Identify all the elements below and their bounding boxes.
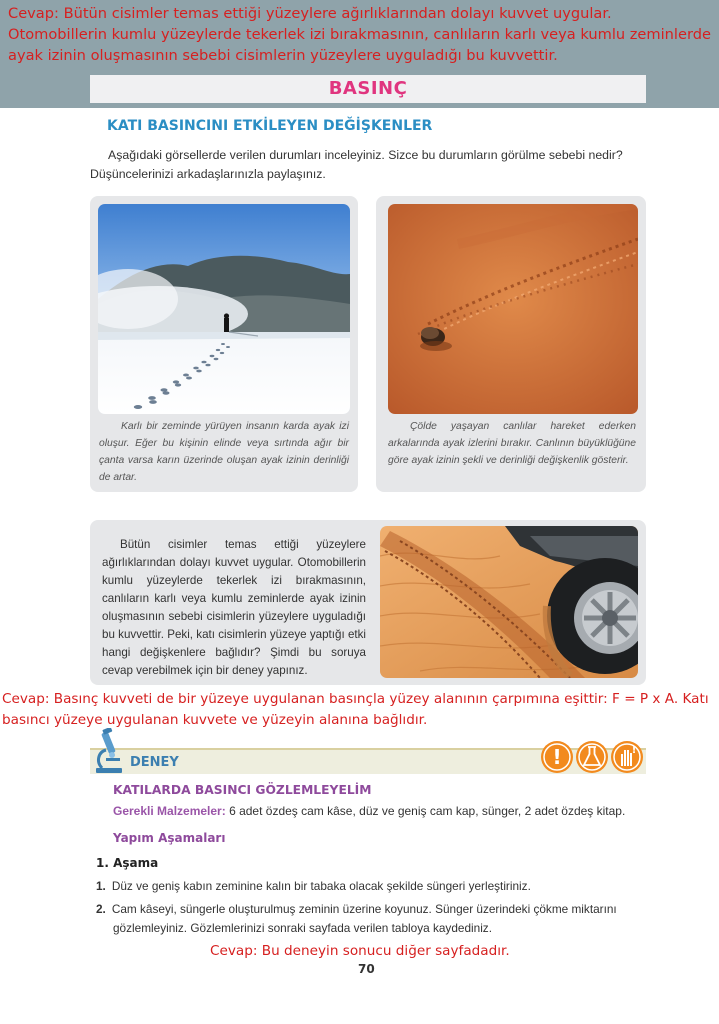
step-item (96, 877, 646, 896)
caution-mark: ! (631, 745, 637, 756)
answer-note-top: Cevap: Bütün cisimler temas ettiği yüzeylere ağırlıklarından dolayı kuvvet uygular. Otomobillerin kumlu yüzeylerde tekerlek izi bırakmasının, canlıların karlı veya kumlu zeminlerde ayak izinin oluşmasının sebebi cisimlerin yüzeylere uyguladığı bu kuvvettir. (8, 5, 711, 64)
steps-heading: Yapım Aşamaları (113, 831, 226, 845)
step-number: 2. (96, 902, 106, 916)
experiment-badges (540, 738, 646, 781)
experiment-heading: KATILARDA BASINCI GÖZLEMLEYELİM (113, 783, 372, 797)
flask-badge (576, 741, 608, 773)
section-heading: KATI BASINCINI ETKİLEYEN DEĞİŞKENLER (107, 118, 433, 134)
snow-card (90, 196, 358, 492)
materials-label: Gerekli Malzemeler: (113, 804, 226, 818)
phase-heading: 1. Aşama (96, 856, 159, 870)
desert-tracks-photo (388, 204, 638, 414)
answer-note-middle: Cevap: Basınç kuvveti de bir yüzeye uygulanan basınçla yüzey alanının çarpımına eşittir: F = P x A. Katı basıncı yüzeye uygulanan kuvvete ve yüzeyin alanına bağlıdır. (2, 691, 709, 728)
step-text: Düz ve geniş kabın zeminine kalın bir tabaka olacak şekilde süngeri yerleştiriniz. (111, 879, 531, 893)
page-number: 70 (358, 962, 375, 976)
title-bar (90, 75, 646, 103)
desert-caption: Çölde yaşayan canlılar hareket ederken arkalarında ayak izlerini bırakır. Canlının büyüklüğüne göre ayak izinin şekli ve derinliği değişkenlik gösterir. (388, 421, 636, 466)
snow-caption: Karlı bir zeminde yürüyen insanın karda ayak izi oluşur. Eğer bu kişinin elinde veya sırtında ağır bir çanta varsa karın üzerinde oluşan ayak izinin derinliği de artar. (99, 421, 349, 483)
tire-tracks-photo (380, 526, 638, 678)
warning-mark: ! (552, 745, 562, 769)
experiment-label: DENEY (130, 755, 179, 770)
materials-text: 6 adet özdeş cam kâse, düz ve geniş cam kap, sünger, 2 adet özdeş kitap. (225, 804, 626, 818)
step-item (96, 900, 646, 938)
desert-card (376, 196, 646, 492)
microscope-icon (92, 728, 126, 779)
materials-line (113, 804, 653, 818)
step-text: Cam kâseyi, süngerle oluşturulmuş zeminin üzerine koyunuz. Sünger üzerindeki çökme miktarını gözlemleyiniz. Gözlemlerinizi sonraki sayfada verilen tabloya kaydediniz. (111, 902, 617, 935)
snow-footprints-photo (98, 204, 350, 414)
tire-card-text: Bütün cisimler temas ettiği yüzeylere ağırlıklarından dolayı kuvvet uygular. Otomobillerin kumlu yüzeylerde tekerlek izi bırakmasının, canlıların karlı veya kumlu zeminlerde ayak izinin oluşmasının sebebi cisimlerin yüzeylere uyguladığı bu kuvvettir. Peki, katı cisimlerin yüzeye yaptığı etki hangi değişkenlere bağlıdır? Şimdi bu soruya cevap verebilmek için bir deney yapınız. (102, 538, 366, 677)
intro-paragraph: Aşağıdaki görsellerde verilen durumları inceleyiniz. Sizce bu durumların görülme sebebi nedir? Düşüncelerinizi arkadaşlarınızla paylaşınız. (90, 148, 623, 181)
warning-badge (541, 741, 573, 773)
page-title: BASINÇ (328, 78, 408, 99)
step-number: 1. (96, 879, 106, 893)
caution-hand-badge (611, 741, 643, 773)
answer-note-bottom: Cevap: Bu deneyin sonucu diğer sayfadadır. (210, 943, 510, 959)
tire-card (90, 520, 646, 685)
